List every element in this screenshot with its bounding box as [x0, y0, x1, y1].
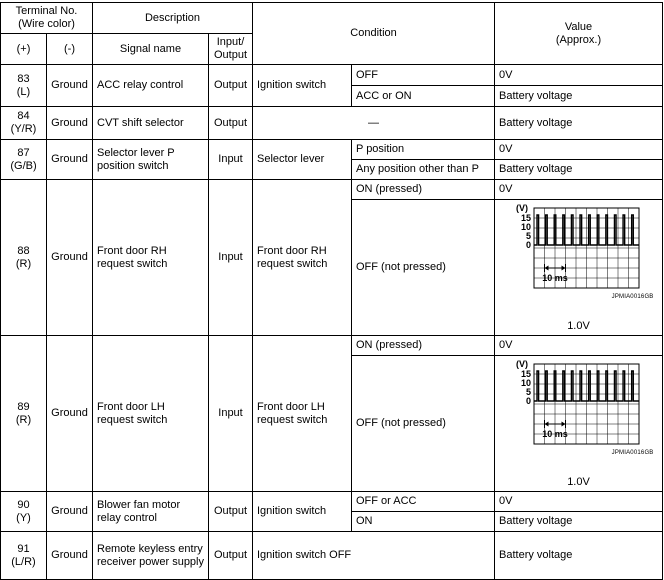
time-marker-arrow	[544, 422, 548, 427]
time-marker-arrow	[561, 422, 565, 427]
io-cell: Output	[209, 65, 253, 107]
y-tick-label: 0	[525, 240, 531, 250]
figure-code: JPMIA0016GB	[611, 294, 654, 300]
io-cell: Input	[209, 336, 253, 492]
waveform-cell	[495, 356, 663, 492]
terminal-cell: 84 (Y/R)	[1, 107, 47, 140]
terminal-cell: 83 (L)	[1, 65, 47, 107]
io-cell: Input	[209, 180, 253, 336]
terminal-cell: 91 (L/R)	[1, 532, 47, 580]
signal-cell: Front door RH request switch	[93, 180, 209, 336]
ground-cell: Ground	[47, 492, 93, 532]
value-cell: 0V	[495, 65, 663, 86]
condition-cell: Ignition switch	[253, 492, 352, 532]
state-cell: OFF	[352, 65, 495, 86]
time-marker-label: 10 ms	[541, 273, 568, 283]
value-cell: Battery voltage	[495, 512, 663, 532]
value-cell: 0V	[495, 140, 663, 160]
header-condition: Condition	[253, 3, 495, 65]
value-cell: Battery voltage	[495, 160, 663, 180]
value-cell: 0V	[495, 336, 663, 356]
io-cell: Output	[209, 107, 253, 140]
value-cell: Battery voltage	[495, 532, 663, 580]
io-cell: Output	[209, 532, 253, 580]
signal-cell: ACC relay control	[93, 65, 209, 107]
state-cell: OFF (not pressed)	[352, 200, 495, 336]
oscilloscope-svg	[504, 202, 654, 294]
header-plus: (+)	[1, 34, 47, 65]
ground-cell: Ground	[47, 65, 93, 107]
signal-cell: Selector lever P position switch	[93, 140, 209, 180]
io-cell: Output	[209, 492, 253, 532]
y-unit-label: (V)	[515, 203, 528, 213]
value-cell: Battery voltage	[495, 86, 663, 107]
y-tick-label: 10	[520, 378, 531, 388]
header-description: Description	[93, 3, 253, 34]
y-tick-label: 5	[525, 231, 531, 241]
y-tick-label: 15	[520, 369, 531, 379]
state-cell: ON (pressed)	[352, 180, 495, 200]
state-cell: Any position other than P	[352, 160, 495, 180]
header-minus: (-)	[47, 34, 93, 65]
y-unit-label: (V)	[515, 359, 528, 369]
state-cell: OFF (not pressed)	[352, 356, 495, 492]
oscilloscope-svg	[504, 358, 654, 450]
time-marker-arrow	[561, 266, 565, 271]
waveform-chart	[504, 202, 654, 314]
signal-cell: Blower fan motor relay control	[93, 492, 209, 532]
y-tick-label: 10	[520, 222, 531, 232]
ground-cell: Ground	[47, 180, 93, 336]
ground-cell: Ground	[47, 532, 93, 580]
y-tick-label: 5	[525, 387, 531, 397]
ground-cell: Ground	[47, 107, 93, 140]
state-cell: ON	[352, 512, 495, 532]
terminal-cell: 87 (G/B)	[1, 140, 47, 180]
terminal-cell: 89 (R)	[1, 336, 47, 492]
io-cell: Input	[209, 140, 253, 180]
figure-code: JPMIA0016GB	[611, 450, 654, 456]
waveform-value: 1.0V	[567, 320, 590, 332]
condition-cell: Ignition switch	[253, 65, 352, 107]
state-cell: P position	[352, 140, 495, 160]
signal-cell: Front door LH request switch	[93, 336, 209, 492]
value-cell: Battery voltage	[495, 107, 663, 140]
state-cell: ON (pressed)	[352, 336, 495, 356]
header-value: Value (Approx.)	[495, 3, 663, 65]
time-marker-label: 10 ms	[541, 429, 568, 439]
header-input-output: Input/ Output	[209, 34, 253, 65]
waveform-value: 1.0V	[567, 476, 590, 488]
terminal-cell: 90 (Y)	[1, 492, 47, 532]
waveform-chart	[504, 358, 654, 470]
ground-cell: Ground	[47, 140, 93, 180]
header-signal-name: Signal name	[93, 34, 209, 65]
condition-cell: Front door RH request switch	[253, 180, 352, 336]
y-tick-label: 0	[525, 396, 531, 406]
state-cell: OFF or ACC	[352, 492, 495, 512]
signal-cell: CVT shift selector	[93, 107, 209, 140]
terminal-cell: 88 (R)	[1, 180, 47, 336]
condition-cell: —	[253, 107, 495, 140]
value-cell: 0V	[495, 180, 663, 200]
terminal-spec-table	[0, 2, 663, 580]
state-cell: ACC or ON	[352, 86, 495, 107]
y-tick-label: 15	[520, 213, 531, 223]
header-terminal: Terminal No. (Wire color)	[1, 3, 93, 34]
signal-cell: Remote keyless entry receiver power supply	[93, 532, 209, 580]
condition-cell: Selector lever	[253, 140, 352, 180]
ground-cell: Ground	[47, 336, 93, 492]
condition-cell: Front door LH request switch	[253, 336, 352, 492]
value-cell: 0V	[495, 492, 663, 512]
waveform-cell	[495, 200, 663, 336]
condition-cell: Ignition switch OFF	[253, 532, 495, 580]
time-marker-arrow	[544, 266, 548, 271]
